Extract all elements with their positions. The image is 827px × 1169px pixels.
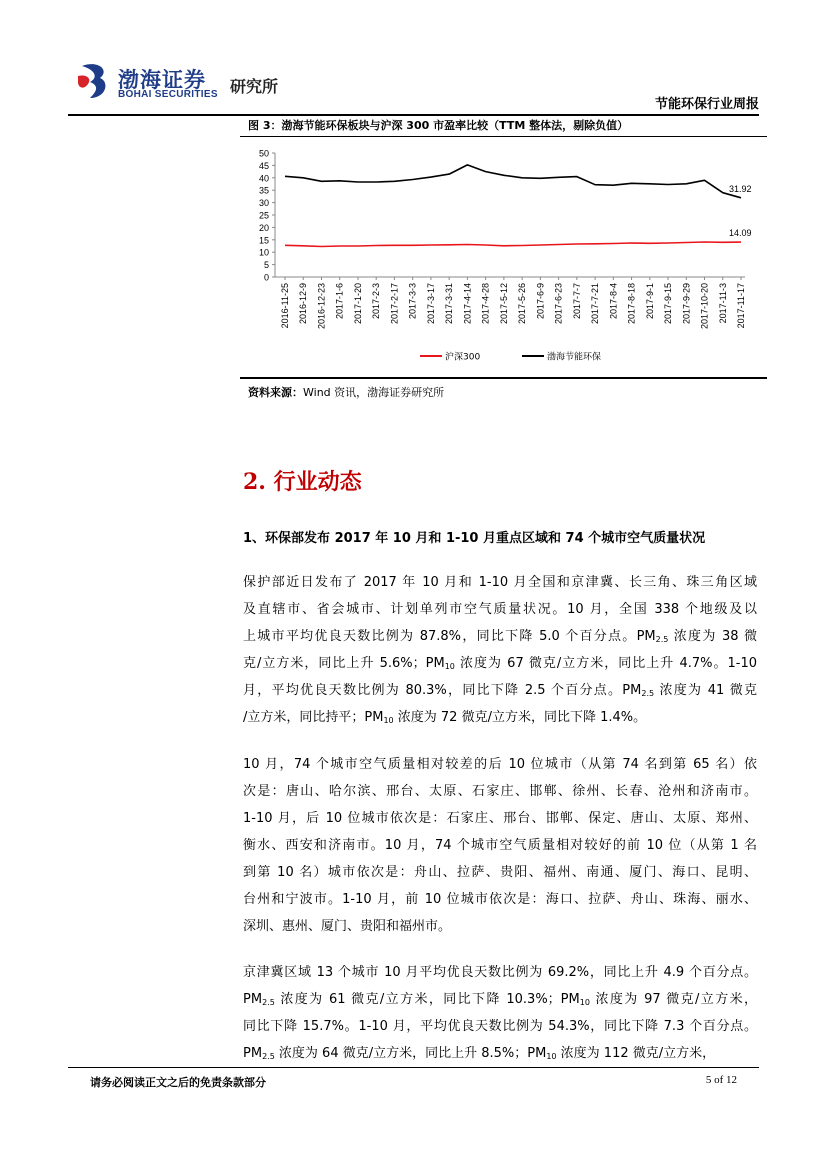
x-tick-label: 2017-8-4	[608, 283, 619, 320]
text-line: 克/立方米，同比上升 5.6%；$PM_{10}$ 浓度为 67 微克/立方米，同比上升 4.7%。1-10	[243, 656, 757, 671]
text-line: 衡水、西安和济南市。10 月，74 个城市空气质量相对较好的前 10 位（从第 1 名	[243, 838, 757, 853]
text-line: $PM_{2.5}$ 浓度为 64 微克/立方米，同比上升 8.5%；$PM_{10}$ 浓度为 112 微克/立方米，	[243, 1046, 716, 1061]
y-tick-label: 25	[258, 210, 269, 221]
figure-title: 图 3：渤海节能环保板块与沪深 300 市盈率比较（TTM 整体法，剔除负值）	[248, 119, 629, 132]
source-text: Wind 资讯，渤海证券研究所	[303, 386, 445, 399]
subscript: 2.5	[641, 689, 655, 698]
y-tick-label: 45	[258, 160, 269, 171]
text-line: 10 月，74 个城市空气质量相对较差的后 10 位城市（从第 74 名到第 65 名）依	[243, 757, 757, 772]
bohai-logo-icon	[76, 62, 112, 102]
subscript: 10	[444, 662, 455, 671]
x-tick-label: 2017-2-3	[371, 283, 382, 320]
logo-chinese-name: 渤海证券	[118, 67, 206, 92]
x-tick-label: 2017-11-3	[717, 283, 728, 324]
y-tick-label: 50	[258, 148, 269, 159]
news-subtitle: 1、环保部发布 2017 年 10 月和 1-10 月重点区域和 74 个城市空气质量状况	[243, 531, 706, 546]
y-tick-label: 40	[258, 173, 269, 184]
text-line: 及直辖市、省会城市、计划单列市空气质量状况。10 月，全国 338 个地级及以	[243, 602, 757, 617]
y-tick-label: 5	[263, 260, 269, 271]
x-tick-label: 2017-7-21	[590, 283, 601, 325]
subscript: 10	[383, 716, 394, 725]
subscript: 10	[546, 1052, 557, 1061]
x-tick-label: 2017-1-20	[352, 283, 363, 325]
x-tick-label: 2017-6-23	[553, 283, 564, 325]
source-label: 资料来源：	[248, 386, 303, 399]
x-tick-label: 2017-3-31	[444, 283, 455, 325]
footer-disclaimer: 请务必阅读正文之后的免责条款部分	[90, 1076, 266, 1089]
x-tick-label: 2017-3-17	[425, 283, 436, 325]
y-tick-label: 0	[263, 272, 269, 283]
x-tick-label: 2017-4-14	[462, 283, 473, 325]
y-tick-label: 10	[258, 247, 269, 258]
logo-english-name: BOHAI SECURITIES	[118, 89, 218, 100]
subscript: 2.5	[655, 635, 669, 644]
text-line: 月，平均优良天数比例为 80.3%，同比下降 2.5 个百分点。$PM_{2.5}$ 浓度为 41 微克	[243, 683, 757, 698]
series-end-label: 31.92	[729, 183, 752, 194]
series-end-label: 14.09	[729, 228, 752, 239]
text-line: $PM_{2.5}$ 浓度为 61 微克/立方米，同比下降 10.3%；$PM_{10}$ 浓度为 97 微克/立方米，	[243, 992, 757, 1007]
report-name: 节能环保行业周报	[654, 97, 759, 112]
text-line: 京津冀区域 13 个城市 10 月平均优良天数比例为 69.2%，同比上升 4.9 个百分点。	[243, 965, 757, 980]
text-line: 同比下降 15.7%。1-10 月，平均优良天数比例为 54.3%，同比下降 7.3 个百分点。	[243, 1019, 757, 1034]
x-tick-label: 2016-12-9	[298, 283, 309, 325]
x-tick-label: 2017-1-6	[334, 283, 345, 320]
research-institute-label: 研究所	[230, 77, 279, 96]
figure-source	[248, 384, 444, 400]
y-tick-label: 15	[258, 235, 269, 246]
paragraph-2	[243, 751, 757, 940]
x-tick-label: 2017-9-1	[644, 283, 655, 320]
x-tick-label: 2017-2-17	[389, 283, 400, 325]
paragraph-3	[243, 959, 757, 1067]
paragraph-1	[243, 569, 757, 731]
text-line: 到第 10 名）城市依次是：舟山、拉萨、贵阳、福州、南通、厦门、海口、昆明、	[243, 865, 757, 880]
x-tick-label: 2017-5-12	[498, 283, 509, 325]
text-line: 1-10 月，后 10 位城市依次是：石家庄、邢台、邯郸、保定、唐山、太原、郑州、	[243, 811, 757, 826]
legend-label: 沪深300	[445, 352, 481, 363]
bohai-logo	[76, 62, 226, 104]
legend-label: 渤海节能环保	[547, 352, 602, 363]
x-tick-label: 2017-4-28	[480, 283, 491, 325]
series-line-hs300	[285, 242, 741, 247]
text-line: 深圳、惠州、厦门、贵阳和福州市。	[243, 919, 452, 934]
text-line: 次是：唐山、哈尔滨、邢台、太原、石家庄、邯郸、徐州、长春、沧州和济南市。	[243, 784, 757, 799]
section-title: 2. 行业动态	[243, 469, 362, 495]
x-tick-label: 2017-5-26	[517, 283, 528, 325]
x-tick-label: 2017-9-29	[681, 283, 692, 325]
figure-bottom-rule	[240, 377, 767, 379]
x-tick-label: 2017-9-15	[663, 283, 674, 325]
x-tick-label: 2017-10-20	[699, 283, 710, 330]
x-tick-label: 2017-3-3	[407, 283, 418, 320]
header-divider	[68, 114, 759, 116]
x-tick-label: 2016-11-25	[280, 283, 290, 329]
x-tick-label: 2017-8-18	[626, 283, 637, 325]
subscript: 2.5	[262, 1052, 275, 1061]
subscript: 2.5	[262, 998, 275, 1007]
text-line: 保护部近日发布了 2017 年 10 月和 1-10 月全国和京津冀、长三角、珠三角区域	[243, 575, 757, 590]
text-line: /立方米，同比持平；$PM_{10}$ 浓度为 72 微克/立方米，同比下降 1.4%。	[243, 710, 647, 725]
text-line: 台州和宁波市。1-10 月，前 10 位城市依次是：海口、拉萨、舟山、珠海、丽水、	[243, 892, 757, 907]
y-tick-label: 35	[258, 185, 269, 196]
y-tick-label: 30	[258, 198, 269, 209]
x-tick-label: 2017-11-17	[736, 283, 746, 329]
x-tick-label: 2016-12-23	[316, 283, 327, 330]
x-tick-label: 2017-6-9	[535, 283, 546, 320]
page-number: 5 of 12	[705, 1074, 737, 1086]
pe-comparison-chart	[240, 137, 767, 377]
x-tick-label: 2017-7-7	[571, 283, 582, 320]
footer-divider	[68, 1067, 759, 1068]
series-line-bohai-env	[285, 165, 741, 198]
subscript: 10	[579, 998, 590, 1007]
y-tick-label: 20	[258, 222, 269, 233]
text-line: 上城市平均优良天数比例为 87.8%，同比下降 5.0 个百分点。$PM_{2.5}$ 浓度为 38 微	[243, 629, 757, 644]
